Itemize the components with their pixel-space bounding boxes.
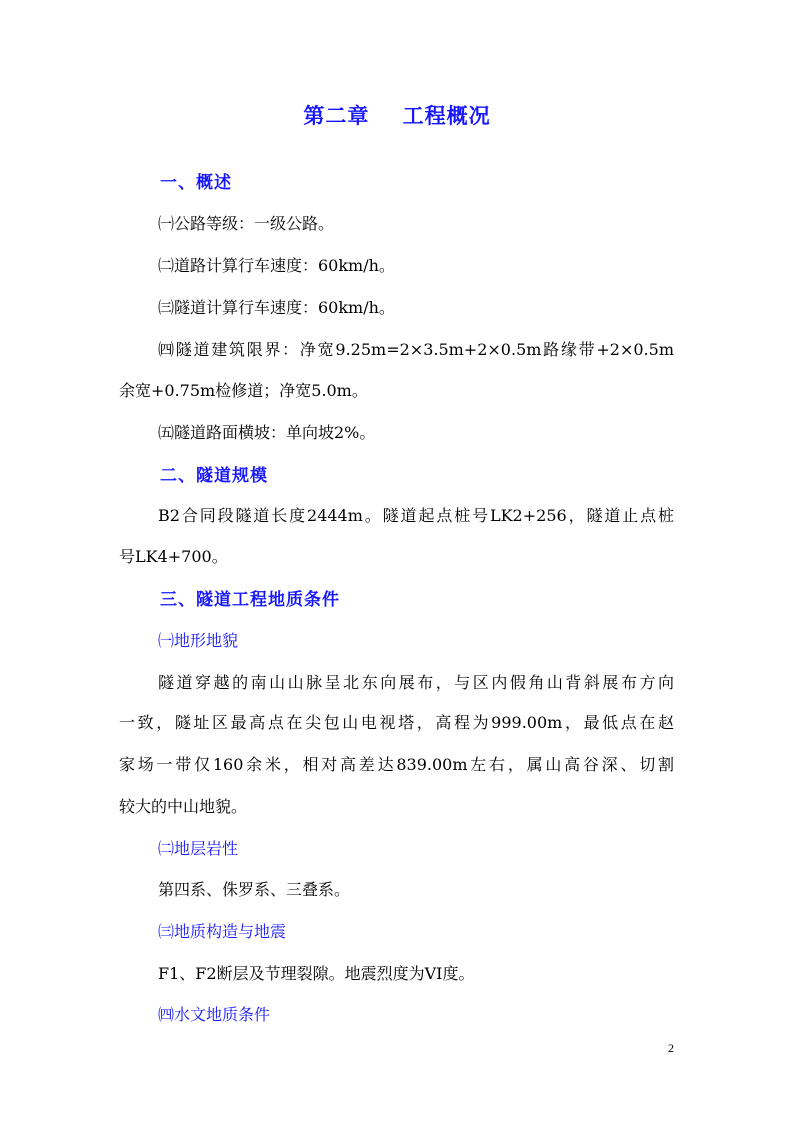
page-number: 2 — [668, 1041, 674, 1055]
overview-item-2: ㈡道路计算行车速度：60km/h。 — [158, 256, 395, 275]
subsection-title-hydrogeology: ㈣水文地质条件 — [158, 1005, 271, 1024]
subsection-title-strata: ㈡地层岩性 — [158, 839, 239, 858]
structure-text: F1、F2断层及节理裂隙。地震烈度为VI度。 — [158, 964, 475, 983]
terrain-line-1: 隧道穿越的南山山脉呈北东向展布，与区内假角山背斜展布方向 — [158, 673, 674, 692]
overview-item-3: ㈢隧道计算行车速度：60km/h。 — [158, 298, 395, 317]
section-heading-overview: 一、概述 — [160, 173, 232, 193]
overview-item-4-continued: 余宽+0.75m检修道；净宽5.0m。 — [119, 381, 368, 400]
terrain-line-2: 一致，隧址区最高点在尖包山电视塔，高程为999.00m，最低点在赵 — [119, 713, 674, 732]
section-heading-scale: 二、隧道规模 — [160, 466, 268, 486]
strata-text: 第四系、侏罗系、三叠系。 — [158, 880, 351, 899]
scale-line-2: 号LK4+700。 — [119, 547, 228, 566]
overview-item-1: ㈠公路等级：一级公路。 — [158, 214, 335, 233]
overview-item-5: ㈤隧道路面横坡：单向坡2%。 — [158, 423, 376, 442]
terrain-line-4: 较大的中山地貌。 — [119, 797, 248, 816]
scale-line-1: B2合同段隧道长度2444m。隧道起点桩号LK2+256，隧道止点桩 — [158, 506, 674, 525]
section-heading-geology: 三、隧道工程地质条件 — [160, 590, 340, 610]
terrain-line-3: 家场一带仅160余米，相对高差达839.00m左右，属山高谷深、切割 — [119, 755, 674, 774]
subsection-title-terrain: ㈠地形地貌 — [158, 631, 239, 650]
chapter-title: 第二章 工程概况 — [303, 103, 491, 128]
subsection-title-structure: ㈢地质构造与地震 — [158, 922, 287, 941]
overview-item-4: ㈣隧道建筑限界：净宽9.25m=2×3.5m+2×0.5m路缘带+2×0.5m — [158, 340, 674, 359]
